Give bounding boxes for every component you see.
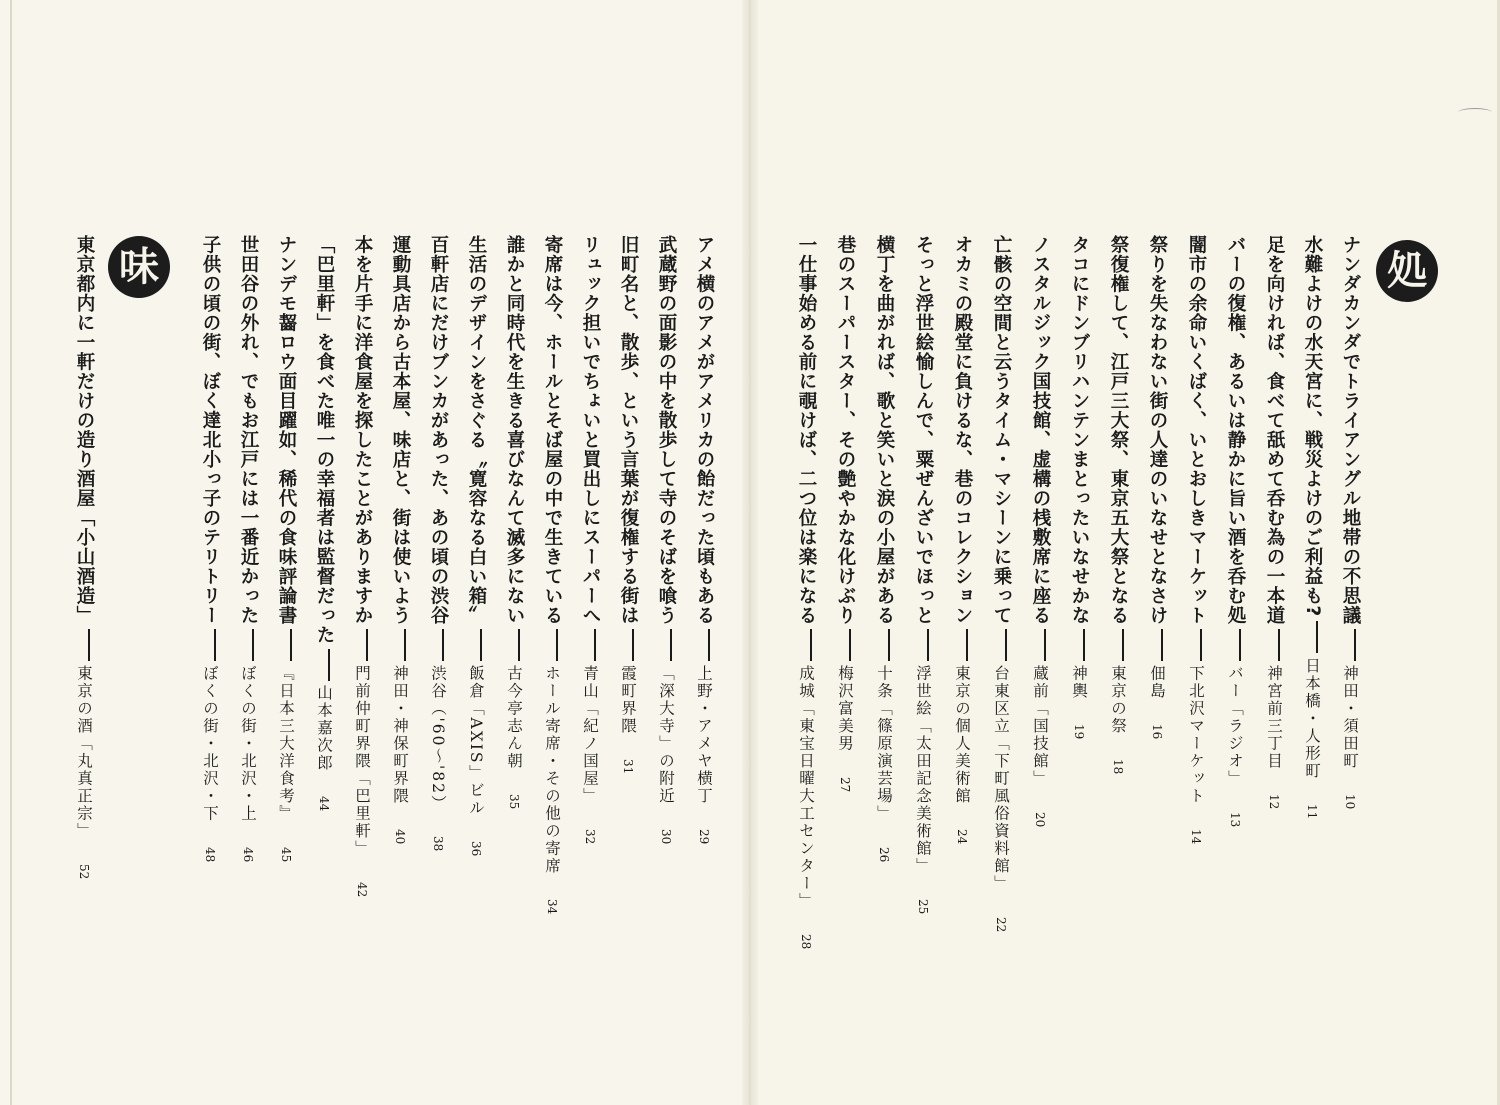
entry-title: 生活のデザインをさぐる〝寛容なる白い箱〟 [466, 235, 487, 625]
entry-place: バー「ラジオ」 [1226, 665, 1244, 788]
entry-title: 「巴里軒」を食べた唯一の幸福者は監督だった [314, 235, 335, 645]
entry-title: 運動具店から古本屋、味店と、街は使いよう [390, 235, 411, 625]
toc-entry [1262, 235, 1286, 809]
dash-rule [1083, 629, 1085, 661]
entry-place: 霞町界隈 [619, 665, 637, 735]
entry-title: 闇市の余命いくばく、いとおしきマーケット [1186, 235, 1207, 625]
entry-page-number: 26 [877, 846, 891, 862]
toc-entry [578, 235, 602, 844]
entry-page-number: 48 [203, 846, 217, 862]
entry-place: ぼくの街・北沢・上 [239, 665, 257, 823]
section-badge-aji: 味 [108, 236, 170, 298]
entry-title: リュック担いでちょいと買出しにスーパーへ [580, 235, 601, 625]
toc-entry [426, 235, 450, 852]
toc-entry [833, 235, 857, 792]
entry-title: ノスタルジック国技館、虚構の桟敷席に座る [1030, 235, 1051, 625]
dash-rule [556, 629, 558, 661]
entry-page-number: 46 [241, 846, 255, 862]
toc-entry [198, 235, 222, 862]
toc-entry [72, 235, 96, 879]
entry-place: ぼくの街・北沢・下 [201, 665, 219, 823]
entry-place: 青山「紀ノ国屋」 [581, 665, 599, 805]
entry-page-number: 16 [1150, 724, 1164, 740]
dash-rule [1122, 629, 1124, 661]
entry-place: 飯倉「AXIS」ビル [467, 665, 485, 817]
entry-page-number: 29 [697, 829, 711, 845]
entry-page-number: 34 [545, 899, 559, 915]
dash-rule [1316, 621, 1318, 653]
entry-place: 成城「東宝日曜大工センター」 [797, 665, 815, 910]
entry-title: バーの復権、あるいは静かに旨い酒を呑む処 [1225, 235, 1246, 625]
entry-place: 神田・神保町界隈 [391, 665, 409, 805]
entry-page-number: 22 [994, 916, 1008, 932]
entry-page-number: 32 [583, 829, 597, 845]
entry-place: 十条「篠原演芸場」 [875, 665, 893, 823]
entry-title: 本を片手に洋食屋を探したことがありますか [352, 235, 373, 625]
entry-title: 巷のスーパースター、その艶やかな化けぶり [835, 235, 856, 625]
dash-rule [888, 629, 890, 661]
pencil-mark [1458, 108, 1492, 117]
entry-page-number: 27 [838, 776, 852, 792]
entry-place: 渋谷（'60〜'82） [429, 665, 447, 813]
toc-entry [950, 235, 974, 844]
entry-page-number: 14 [1189, 829, 1203, 845]
entry-page-number: 31 [621, 759, 635, 775]
toc-entry [692, 235, 716, 844]
entry-title: ナンデモ齧ロウ面目躍如、稀代の食味評論書 [276, 235, 297, 625]
entry-page-number: 38 [431, 836, 445, 852]
toc-entry [236, 235, 260, 862]
entry-page-number: 30 [659, 829, 673, 845]
dash-rule [1239, 629, 1241, 661]
entry-place: 蔵前「国技館」 [1031, 665, 1049, 788]
entry-page-number: 36 [469, 840, 483, 857]
toc-entry [1300, 235, 1324, 819]
toc-entry [872, 235, 896, 862]
entry-title: アメ横のアメがアメリカの飴だった頃もある [694, 235, 715, 625]
entry-place: 「深大寺」の附近 [657, 665, 675, 805]
entry-place: 神輿 [1070, 665, 1088, 700]
toc-entry [1184, 235, 1208, 844]
entry-place: 台東区立「下町風俗資料館」 [992, 665, 1010, 893]
toc-entry [312, 235, 336, 811]
entry-place: 東京の祭 [1109, 665, 1127, 735]
entry-title: 亡骸の空間と云うタイム・マシーンに乗って [991, 235, 1012, 625]
dash-rule [966, 629, 968, 661]
dash-rule [1354, 629, 1356, 661]
dash-rule [328, 649, 330, 681]
page-rule [10, 0, 12, 1105]
toc-entry [616, 235, 640, 774]
entry-page-number: 11 [1305, 803, 1319, 820]
dash-rule [1161, 629, 1163, 661]
toc-entry [1223, 235, 1247, 827]
entry-title: 水難よけの水天宮に、戦災よけのご利益も? [1302, 235, 1323, 618]
entry-place: 山本嘉次郎 [315, 684, 333, 772]
entry-place: 佃島 [1148, 665, 1166, 700]
entry-page-number: 24 [955, 829, 969, 845]
dash-rule [404, 629, 406, 661]
entry-place: 下北沢マーケット [1187, 665, 1205, 805]
toc-entry [654, 235, 678, 844]
dash-rule [1005, 629, 1007, 661]
toc-entry [388, 235, 412, 844]
entry-title: 武蔵野の面影の中を散歩して寺のそばを喰う [656, 235, 677, 625]
entry-place: ホール寄席・その他の寄席 [543, 665, 561, 875]
entry-place: 浮世絵「太田記念美術館」 [914, 665, 932, 875]
entry-page-number: 45 [279, 846, 293, 862]
dash-rule [670, 629, 672, 661]
dash-rule [594, 629, 596, 661]
entry-place: 上野・アメヤ横丁 [695, 665, 713, 805]
entry-title: 世田谷の外れ、でもお江戸には一番近かった [238, 235, 259, 625]
entry-place: 『日本三大洋食考』 [277, 665, 295, 823]
toc-entry [911, 235, 935, 914]
entry-title: 祭りを失なわない街の人達のいなせとなさけ [1147, 235, 1168, 625]
entry-page-number: 10 [1343, 794, 1357, 810]
dash-rule [252, 629, 254, 661]
toc-entry [502, 235, 526, 809]
entry-page-number: 28 [799, 934, 813, 950]
entry-page-number: 19 [1072, 724, 1086, 740]
dash-rule [810, 629, 812, 661]
entry-title: そっと浮世絵愉しんで、粟ぜんざいでほっと [913, 235, 934, 625]
toc-entry [794, 235, 818, 949]
entry-place: 門前仲町界隈「巴里軒」 [353, 665, 371, 858]
toc-entry [464, 235, 488, 856]
toc-entry [540, 235, 564, 914]
entry-title: 東京都内に一軒だけの造り酒屋「小山酒造」 [74, 235, 95, 625]
entry-place: 東京の個人美術館 [953, 665, 971, 805]
entry-place: 日本橋・人形町 [1303, 657, 1321, 780]
toc-entry [1028, 235, 1052, 827]
dash-rule [1044, 629, 1046, 661]
entry-place: 梅沢富美男 [836, 665, 854, 753]
dash-rule [632, 629, 634, 661]
entry-page-number: 40 [393, 829, 407, 845]
dash-rule [518, 629, 520, 661]
entry-page-number: 42 [355, 881, 369, 897]
entry-page-number: 12 [1267, 794, 1281, 810]
dash-rule [1200, 629, 1202, 661]
entry-page-number: 20 [1033, 811, 1047, 827]
dash-rule [88, 629, 90, 661]
entry-title: オカミの殿堂に負けるな、巷のコレクション [952, 235, 973, 625]
dash-rule [290, 629, 292, 661]
entry-place: 東京の酒「丸真正宗」 [75, 665, 93, 840]
dash-rule [708, 629, 710, 661]
dash-rule [366, 629, 368, 661]
toc-entry [1145, 235, 1169, 739]
toc-entry [1106, 235, 1130, 774]
toc-entry [989, 235, 1013, 932]
entry-title: 祭復権して、江戸三大祭、東京五大祭となる [1108, 235, 1129, 625]
entry-title: 足を向ければ、食べて舐めて呑む為の一本道 [1264, 235, 1285, 625]
entry-place: 神田・須田町 [1341, 665, 1359, 770]
toc-entry [350, 235, 374, 897]
dash-rule [442, 629, 444, 661]
dash-rule [214, 629, 216, 661]
entry-page-number: 13 [1228, 811, 1242, 827]
entry-page-number: 44 [317, 796, 331, 812]
entry-page-number: 25 [916, 899, 930, 915]
entry-title: 旧町名と、散歩、という言葉が復権する街は [618, 235, 639, 625]
entry-title: 寄席は今、ホールとそば屋の中で生きている [542, 235, 563, 625]
toc-entry [274, 235, 298, 862]
entry-page-number: 52 [77, 864, 91, 880]
toc-entry [1338, 235, 1362, 809]
entry-title: 誰かと同時代を生きる喜びなんて滅多にない [504, 235, 525, 625]
section-badge-dokoro: 処 [1376, 240, 1438, 302]
entry-title: 百軒店にだけブンカがあった、あの頃の渋谷 [428, 235, 449, 625]
toc-entry [1067, 235, 1091, 739]
dash-rule [1278, 629, 1280, 661]
entry-page-number: 18 [1111, 759, 1125, 775]
entry-title: 横丁を曲がれば、歌と笑いと涙の小屋がある [874, 235, 895, 625]
book-gutter [742, 0, 758, 1105]
entry-title: 一仕事始める前に覗けば、二つ位は楽になる [796, 235, 817, 625]
entry-title: ナンダカンダでトライアングル地帯の不思議 [1340, 235, 1361, 625]
entry-title: 子供の頃の街、ぼく達北小っ子のテリトリー [200, 235, 221, 625]
entry-place: 古今亭志ん朝 [505, 665, 523, 770]
dash-rule [480, 629, 482, 661]
entry-place: 神宮前三丁目 [1265, 665, 1283, 770]
dash-rule [927, 629, 929, 661]
entry-page-number: 35 [507, 794, 521, 810]
dash-rule [849, 629, 851, 661]
entry-title: タコにドンブリハンテンまとったいなせかな [1069, 235, 1090, 625]
